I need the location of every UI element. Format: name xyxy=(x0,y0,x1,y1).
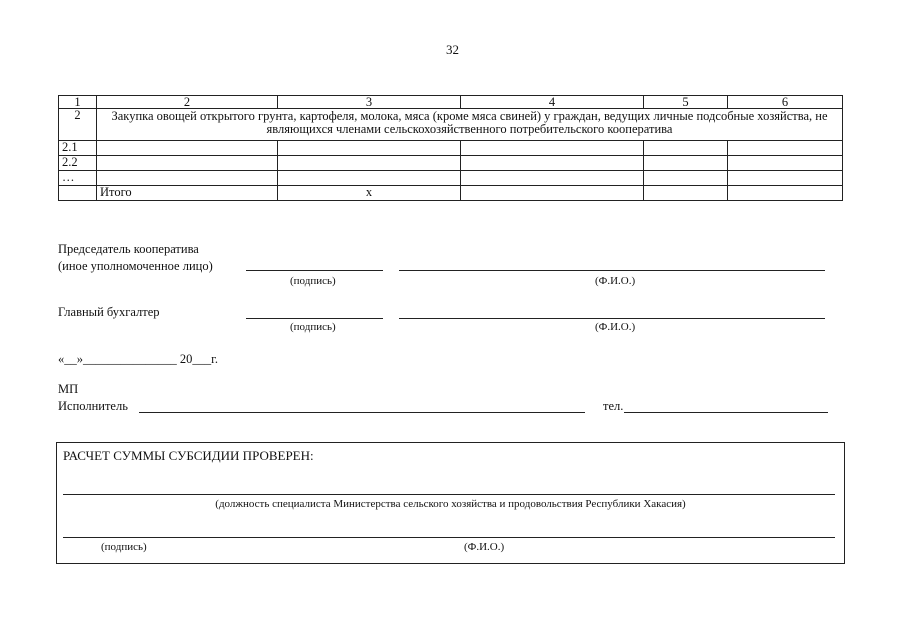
table-row xyxy=(59,141,843,156)
chairman-fio-caption: (Ф.И.О.) xyxy=(595,275,636,287)
table-row xyxy=(59,156,843,171)
header-cell: 3 xyxy=(278,96,461,109)
accountant-label: Главный бухгалтер xyxy=(58,305,160,319)
chairman-fio-line xyxy=(399,270,825,271)
stamp-label: МП xyxy=(58,382,79,396)
verifier-signature-line xyxy=(63,537,835,538)
table-row-main xyxy=(59,109,843,141)
executor-label: Исполнитель xyxy=(58,399,128,413)
header-cell: 1 xyxy=(59,96,97,109)
header-cell: 2 xyxy=(97,96,278,109)
table-row-total xyxy=(59,186,843,201)
table-header-row xyxy=(59,96,843,109)
executor-line xyxy=(139,412,585,413)
verification-title: РАСЧЕТ СУММЫ СУБСИДИИ ПРОВЕРЕН: xyxy=(63,448,314,463)
header-cell: 6 xyxy=(728,96,843,109)
phone-line xyxy=(624,412,828,413)
date-field: «__»_______________ 20___г. xyxy=(58,352,218,366)
chairman-sublabel: (иное уполномоченное лицо) xyxy=(58,259,213,273)
total-col3: х xyxy=(278,186,461,201)
row-description: Закупка овощей открытого грунта, картофеля, молока, мяса (кроме мяса свиней) у граждан, ведущих личные подсобные хозяйства, не являющихся членами сельскохозяйственного потребительского кооператива xyxy=(97,109,843,141)
page-number: 32 xyxy=(446,42,459,57)
phone-label: тел. xyxy=(603,399,624,413)
row-number: 2.1 xyxy=(59,141,97,156)
accountant-signature-line xyxy=(246,318,383,319)
header-cell: 4 xyxy=(461,96,644,109)
position-caption: (должность специалиста Министерства сельского хозяйства и продовольствия Республики Хакасия) xyxy=(215,498,686,510)
accountant-signature-caption: (подпись) xyxy=(290,321,336,333)
position-line xyxy=(63,494,835,495)
chairman-label: Председатель кооператива xyxy=(58,242,199,256)
chairman-signature-caption: (подпись) xyxy=(290,275,336,287)
row-number: 2 xyxy=(59,109,97,141)
subsidy-table xyxy=(58,95,843,201)
header-cell: 5 xyxy=(644,96,728,109)
accountant-fio-line xyxy=(399,318,825,319)
row-number: 2.2 xyxy=(59,156,97,171)
table-row xyxy=(59,171,843,186)
verification-box xyxy=(56,442,845,564)
verifier-signature-caption: (подпись) xyxy=(101,541,147,553)
chairman-signature-line xyxy=(246,270,383,271)
accountant-fio-caption: (Ф.И.О.) xyxy=(595,321,636,333)
total-label: Итого xyxy=(97,186,278,201)
verifier-fio-caption: (Ф.И.О.) xyxy=(464,541,505,553)
row-number: … xyxy=(59,171,97,186)
